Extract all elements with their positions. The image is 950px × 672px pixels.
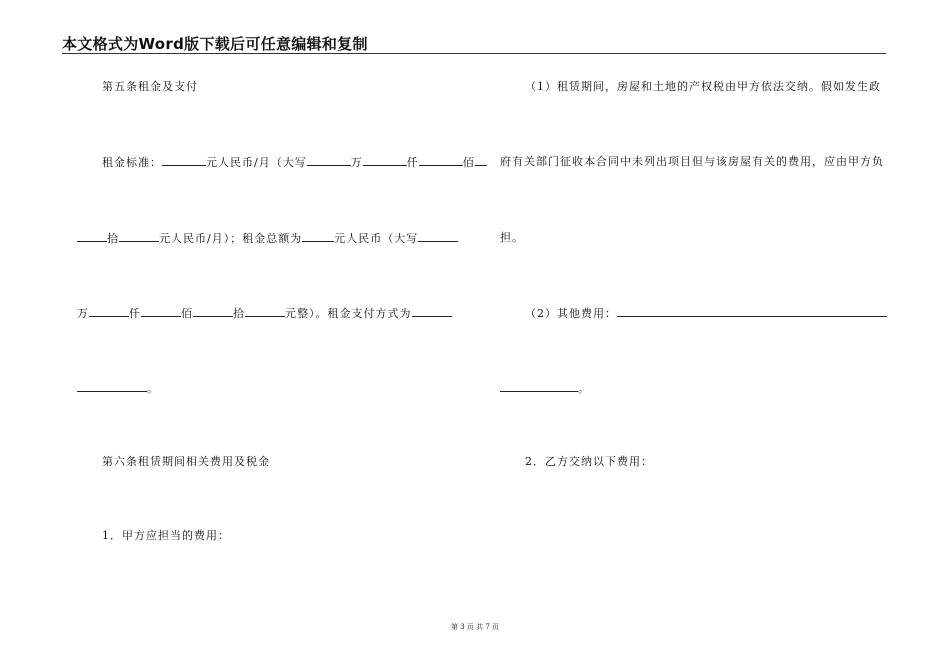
- total-wan-text: 万: [77, 307, 89, 320]
- payment-method-blank: [412, 306, 452, 317]
- qian-text: 仟: [406, 156, 419, 169]
- total-rent-upper-text: 元人民币（大写: [334, 232, 419, 245]
- tax-paragraph-line-3: 担。: [500, 231, 524, 244]
- payment-method-text: 元整）。租金支付方式为: [285, 307, 412, 320]
- tax-paragraph-line-1: （1）租赁期间，房屋和土地的产权税由甲方依法交纳。假如发生政: [525, 80, 881, 93]
- total-qian-text: 仟: [129, 307, 141, 320]
- rent-total-text: 元人民币/月）；租金总额为: [159, 232, 303, 245]
- header-divider: [62, 53, 886, 54]
- other-fees-line: [525, 306, 887, 321]
- shi-text: 拾: [107, 232, 119, 245]
- monthly-rent-blank: [162, 155, 206, 166]
- tax-paragraph-line-2: 府有关部门征收本合同中未列出项目但与该房屋有关的费用，应由甲方负: [500, 155, 884, 168]
- other-fees-blank-cont: [500, 381, 578, 392]
- party-b-fees-item: 2．乙方交纳以下费用：: [525, 455, 653, 468]
- total-shi-text: 拾: [233, 307, 245, 320]
- other-fees-line-2: [500, 381, 590, 396]
- document-header-title: 本文格式为Word版下载后可任意编辑和复制: [62, 35, 368, 53]
- other-fees-period: 。: [578, 382, 590, 395]
- shi-blank-cont: [77, 231, 107, 242]
- rent-standard-line-4: [77, 381, 159, 396]
- page-number: 第 3 页 共 7 页: [450, 623, 500, 631]
- other-fees-label: （2）其他费用：: [525, 307, 617, 320]
- article-5-heading: 第五条租金及支付: [102, 80, 198, 93]
- bai-blank: [419, 155, 463, 166]
- wan-blank: [307, 155, 351, 166]
- total-bai-blank: [141, 306, 181, 317]
- article-6-heading: 第六条租赁期间相关费用及税金: [102, 455, 270, 468]
- total-yuan-blank: [245, 306, 285, 317]
- total-shi-blank: [193, 306, 233, 317]
- wan-text: 万: [350, 156, 363, 169]
- total-wan-blank: [418, 231, 458, 242]
- rent-per-month-text: 元人民币/月（大写: [206, 156, 307, 169]
- total-bai-text: 佰: [181, 307, 193, 320]
- rent-standard-line-2: [77, 231, 458, 246]
- rent-standard-line-3: [77, 306, 452, 321]
- payment-method-blank-cont: [77, 381, 147, 392]
- other-fees-blank: [617, 306, 887, 317]
- shi-blank: [475, 155, 487, 166]
- rent-standard-line-1: [102, 155, 487, 170]
- party-a-fees-item: 1．甲方应担当的费用：: [102, 529, 230, 542]
- rent-standard-label: 租金标准：: [102, 156, 162, 169]
- bai-text: 佰: [462, 156, 475, 169]
- qian-blank: [363, 155, 407, 166]
- line-4-period: 。: [147, 382, 159, 395]
- yuan-blank: [119, 231, 159, 242]
- total-qian-blank: [89, 306, 129, 317]
- total-rent-blank: [302, 231, 334, 242]
